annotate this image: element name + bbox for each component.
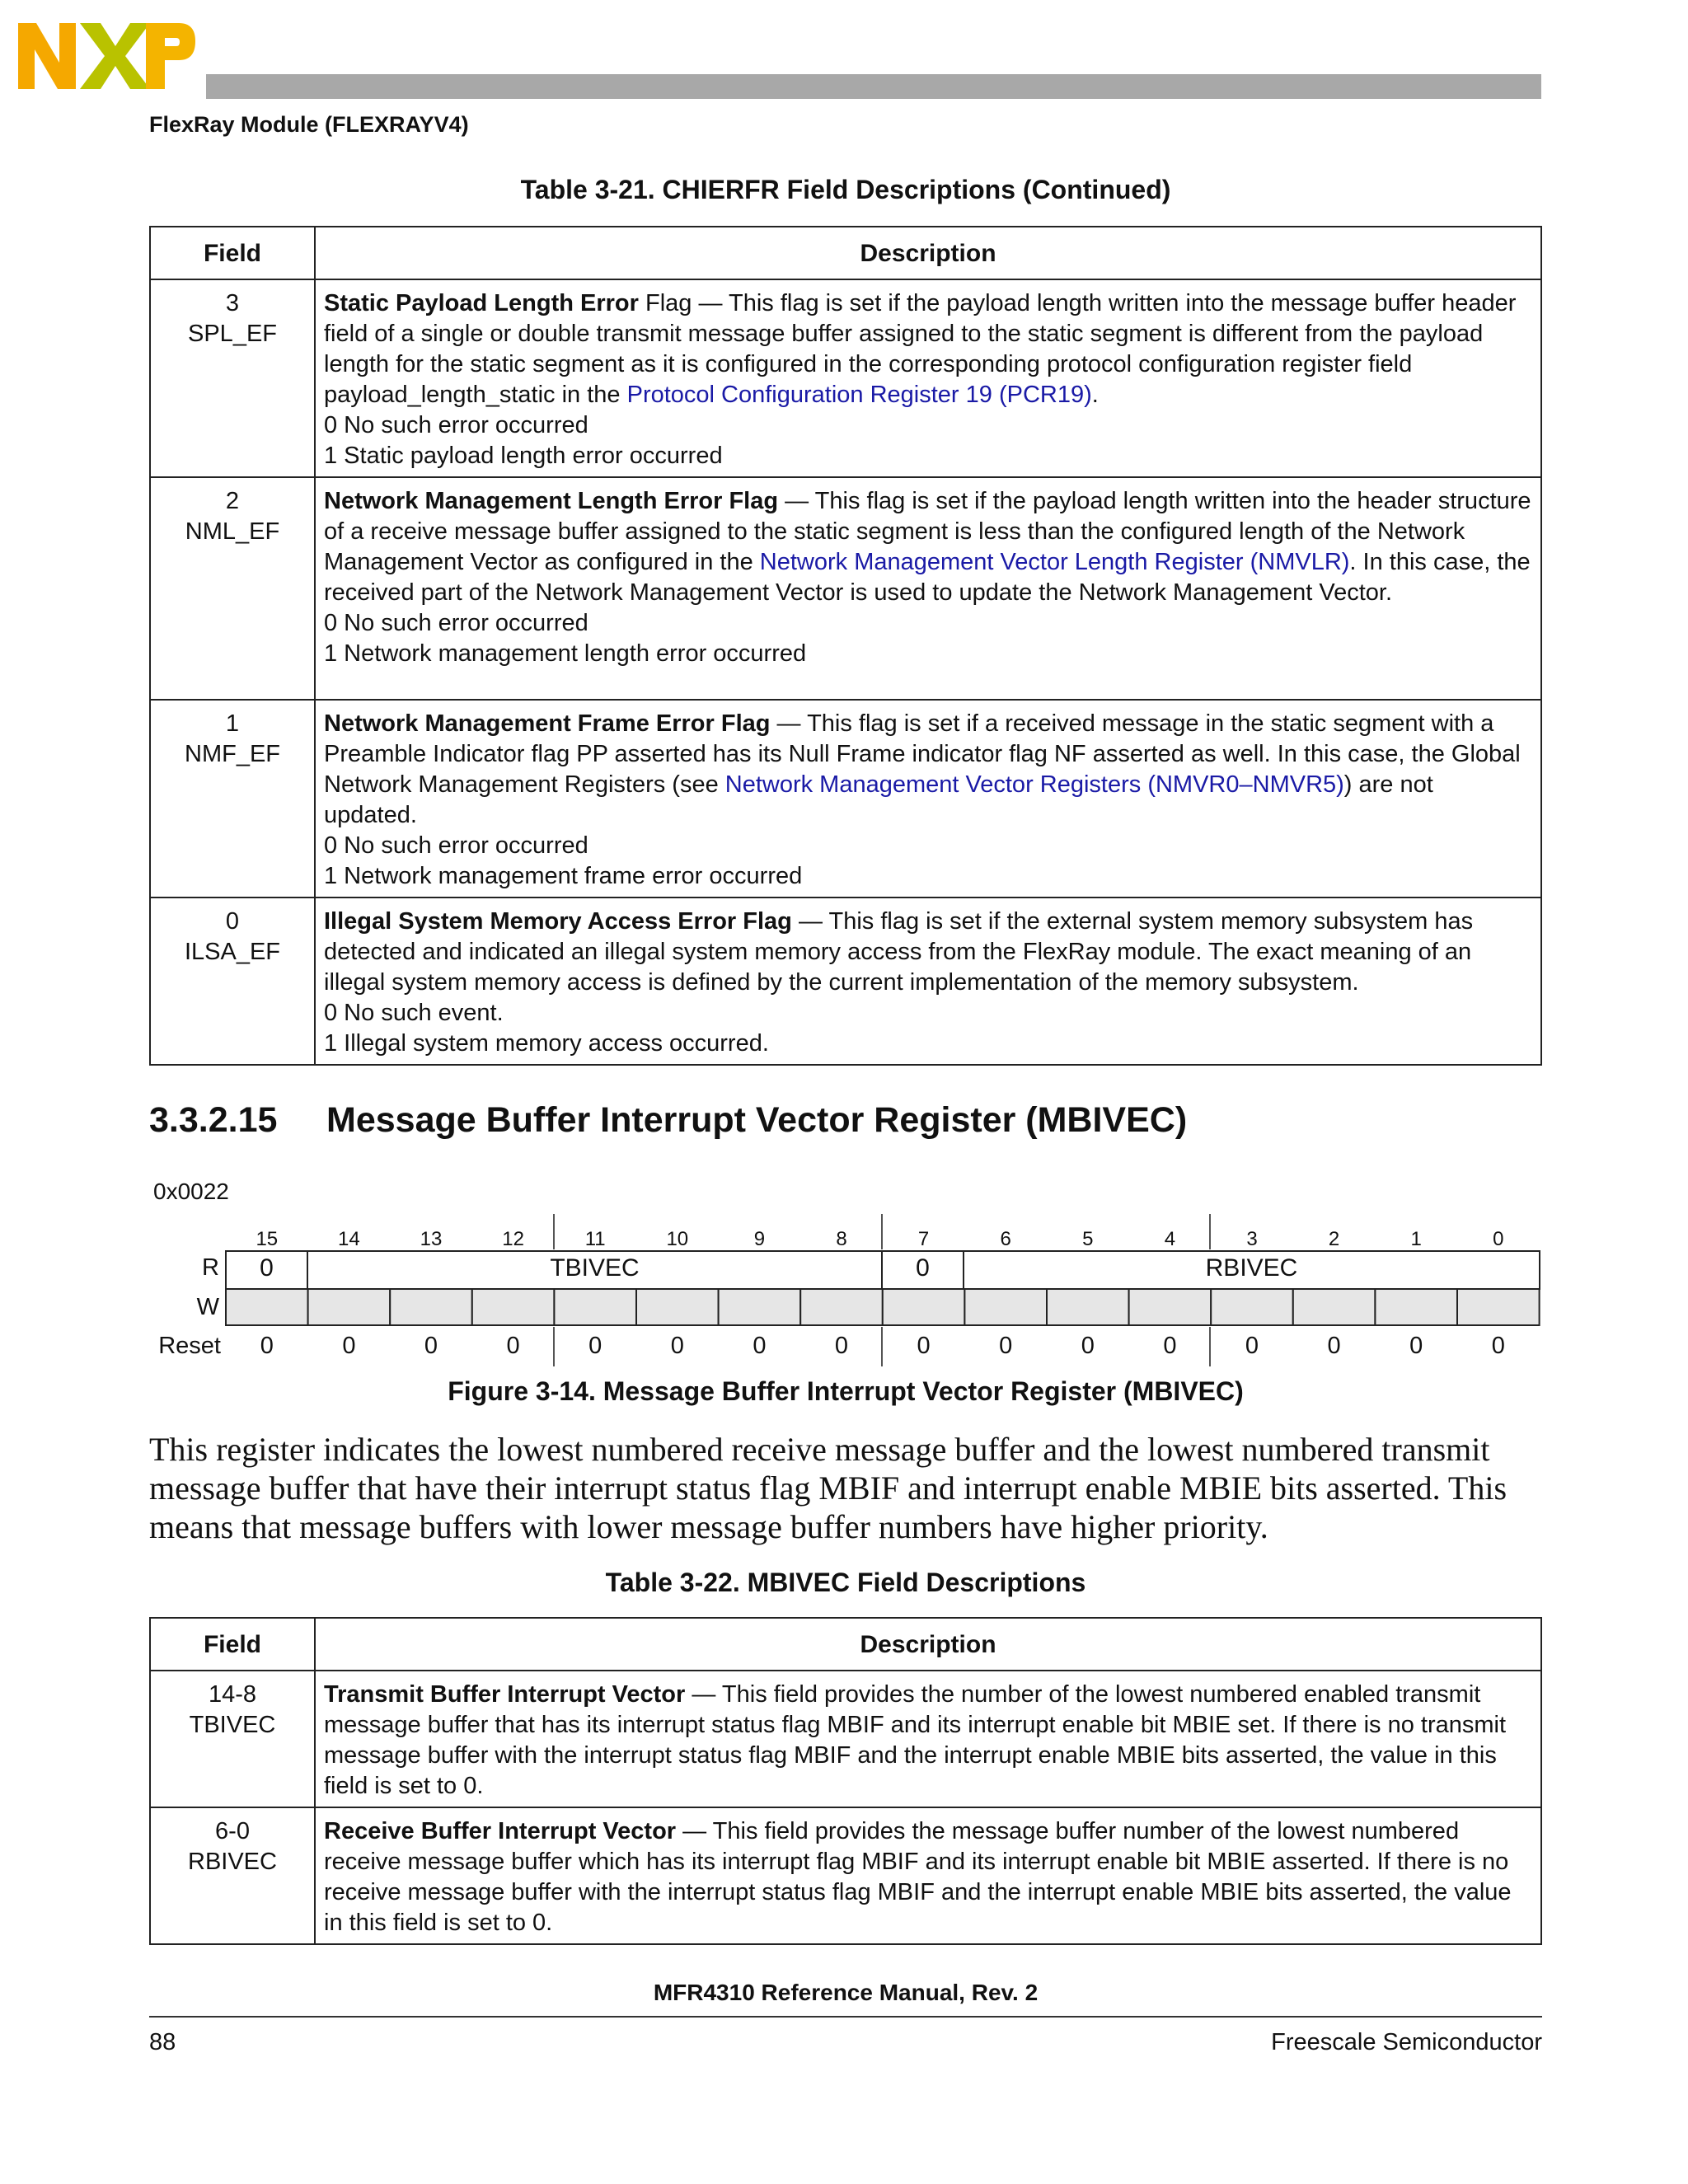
mbivec-field-table	[149, 1617, 1542, 1945]
field-title: Network Management Length Error Flag	[324, 488, 779, 514]
bit-number: 8	[836, 1228, 847, 1250]
bit-number: 13	[420, 1228, 443, 1250]
field-name: RBIVEC	[188, 1849, 277, 1875]
pcr19-link[interactable]: Protocol Configuration Register 19 (PCR19)	[626, 382, 1092, 408]
write-cell	[1129, 1289, 1212, 1325]
bit-number: 12	[502, 1228, 524, 1250]
write-cell	[308, 1289, 391, 1325]
tbivec-field: TBIVEC	[550, 1254, 640, 1282]
reset-value: 0	[1081, 1333, 1095, 1359]
body-paragraph: This register indicates the lowest numbered receive message buffer and the lowest numbered transmit message buffer that have their interrupt status flag MBIF and interrupt enable MBIE bits asserted. This means that message buffers with lower message buffer numbers have higher priority.	[149, 1431, 1507, 1545]
reset-value: 0	[588, 1333, 603, 1359]
column-header-description: Description	[315, 1618, 1541, 1671]
reset-value: 0	[1163, 1333, 1177, 1359]
field-name: NMF_EF	[185, 741, 280, 767]
write-cell	[1211, 1289, 1293, 1325]
rbivec-field: RBIVEC	[1205, 1254, 1298, 1282]
field-description: Flag — This flag is set if the payload length written into the message buffer header field of a single or double transmit message buffer assigned to the static segment is different from the payload length for the static segment as it is configured in the corresponding protocol configuration register field payload_length_static in the	[324, 290, 1517, 408]
reset-value: 0	[1409, 1333, 1423, 1359]
value-0: 0 No such event.	[324, 1000, 504, 1026]
section-title: Message Buffer Interrupt Vector Register (MBIVEC)	[326, 1100, 1188, 1140]
field-description: — This flag is set if the payload length written into the header structure of a receive message buffer assigned to the static segment is less than the configured length of the Network Management Vector as configured in the	[324, 488, 1531, 575]
value-1: 1 Network management length error occurred	[324, 640, 807, 667]
write-cell	[1457, 1289, 1540, 1325]
register-address: 0x0022	[153, 1179, 229, 1204]
write-cell	[800, 1289, 883, 1325]
field-bit: 2	[225, 488, 240, 514]
field-bit: 1	[225, 710, 240, 737]
write-cell	[719, 1289, 801, 1325]
reset-value: 0	[260, 1333, 274, 1359]
field-description: — This flag is set if the external system memory subsystem has detected and indicated an illegal system memory access from the FlexRay module. The exact meaning of an illegal system memory access is defined by the current implementation of the memory subsystem.	[324, 908, 1474, 996]
bit-number: 2	[1328, 1228, 1340, 1250]
field-name: ILSA_EF	[184, 939, 281, 965]
write-cell	[390, 1289, 472, 1325]
manual-title: MFR4310 Reference Manual, Rev. 2	[653, 1980, 1039, 2005]
write-cell	[554, 1289, 636, 1325]
bit-number: 14	[338, 1228, 360, 1250]
module-title: FlexRay Module (FLEXRAYV4)	[149, 112, 469, 137]
bit-number: 5	[1082, 1228, 1094, 1250]
nmvlr-link[interactable]: Network Management Vector Length Register (NMVLR)	[759, 549, 1350, 575]
bit-number: 0	[1493, 1228, 1504, 1250]
bit-number: 15	[256, 1228, 279, 1250]
reset-value: 0	[670, 1333, 684, 1359]
bit-number: 4	[1164, 1228, 1176, 1250]
bit-number: 9	[753, 1228, 766, 1250]
column-header-field: Field	[150, 227, 315, 279]
bit-number: 3	[1246, 1228, 1258, 1250]
field-bit: 14-8	[208, 1681, 257, 1708]
table-caption: Table 3-22. MBIVEC Field Descriptions	[605, 1568, 1086, 1597]
page-number: 88	[149, 2029, 176, 2055]
field-description: — This field provides the number of the lowest numbered enabled transmit message buffer that has its interrupt status flag MBIF and its interrupt enable bit MBIE set. If there is no transmit message buffer with the interrupt status flag MBIF and the interrupt enable MBIE bits asserted, the value in this field is set to 0.	[324, 1681, 1507, 1799]
reset-value: 0	[1245, 1333, 1259, 1359]
reset-value: 0	[1327, 1333, 1341, 1359]
row-label-write: W	[196, 1294, 219, 1320]
column-header-field: Field	[150, 1618, 315, 1671]
reset-value: 0	[1491, 1333, 1505, 1359]
reset-value: 0	[999, 1333, 1013, 1359]
figure-caption: Figure 3-14. Message Buffer Interrupt Vector Register (MBIVEC)	[448, 1376, 1244, 1406]
bit-number: 11	[584, 1228, 606, 1250]
bit-number: 10	[666, 1228, 689, 1250]
field-name: NML_EF	[185, 518, 280, 545]
write-cell	[964, 1289, 1047, 1325]
write-cell	[226, 1289, 308, 1325]
table-caption: Table 3-21. CHIERFR Field Descriptions (Continued)	[520, 175, 1171, 204]
field-description: — This field provides the message buffer number of the lowest numbered receive message buffer which has its interrupt flag MBIF and its interrupt enable bit MBIE asserted. If there is no receive message buffer with the interrupt status flag MBIF and the interrupt enable MBIE bits asserted, the value in this field is set to 0.	[324, 1818, 1512, 1936]
value-1: 1 Static payload length error occurred	[324, 443, 723, 469]
field-bit: 3	[225, 290, 240, 316]
write-cell	[472, 1289, 555, 1325]
bit15-value: 0	[260, 1254, 274, 1282]
reset-value: 0	[342, 1333, 356, 1359]
reset-value: 0	[506, 1333, 520, 1359]
write-cell	[1293, 1289, 1376, 1325]
write-cell	[636, 1289, 719, 1325]
row-label-read: R	[202, 1254, 219, 1281]
reset-value: 0	[424, 1333, 438, 1359]
row-label-reset: Reset	[158, 1333, 221, 1359]
field-name: TBIVEC	[189, 1712, 276, 1738]
field-bit: 0	[225, 908, 240, 935]
nmvr-link[interactable]: Network Management Vector Registers (NMVR0–NMVR5)	[724, 771, 1344, 798]
value-1: 1 Illegal system memory access occurred.	[324, 1030, 769, 1057]
value-0: 0 No such error occurred	[324, 832, 588, 859]
value-0: 0 No such error occurred	[324, 610, 588, 636]
bit-number: 7	[917, 1228, 930, 1250]
table-row	[150, 1807, 1541, 1944]
field-description-end: .	[1091, 382, 1099, 408]
bit-number: 1	[1410, 1228, 1422, 1250]
value-0: 0 No such error occurred	[324, 412, 588, 438]
field-description: — This flag is set if a received message in the static segment with a Preamble Indicator flag PP asserted has its Null Frame indicator flag NF asserted as well. In this case, the Global Network Management Registers (see	[324, 710, 1521, 798]
field-title: Illegal System Memory Access Error Flag	[324, 908, 792, 935]
write-cell	[1047, 1289, 1129, 1325]
field-title: Receive Buffer Interrupt Vector	[324, 1818, 677, 1844]
value-1: 1 Network management frame error occurred	[324, 863, 803, 889]
field-name: SPL_EF	[188, 321, 277, 347]
company-name: Freescale Semiconductor	[1271, 2029, 1542, 2055]
bit7-value: 0	[916, 1254, 930, 1282]
bit-number: 6	[1000, 1228, 1011, 1250]
column-header-description: Description	[315, 227, 1541, 279]
footer-rule	[149, 2016, 1542, 2018]
field-title: Static Payload Length Error	[324, 290, 639, 316]
field-bit: 6-0	[215, 1818, 250, 1844]
field-title: Network Management Frame Error Flag	[324, 710, 771, 737]
section-number: 3.3.2.15	[149, 1100, 278, 1140]
reset-value: 0	[834, 1333, 849, 1359]
field-description-end: . In this case, the received part of the Network Management Vector is used to update the Network Management Vector.	[324, 549, 1531, 606]
table-row	[150, 1671, 1541, 1807]
reset-value: 0	[753, 1333, 767, 1359]
reset-value: 0	[917, 1333, 931, 1359]
write-cell	[1375, 1289, 1457, 1325]
write-cell	[883, 1289, 965, 1325]
field-description-end: ) are not updated.	[324, 771, 1433, 828]
field-title: Transmit Buffer Interrupt Vector	[324, 1681, 686, 1708]
